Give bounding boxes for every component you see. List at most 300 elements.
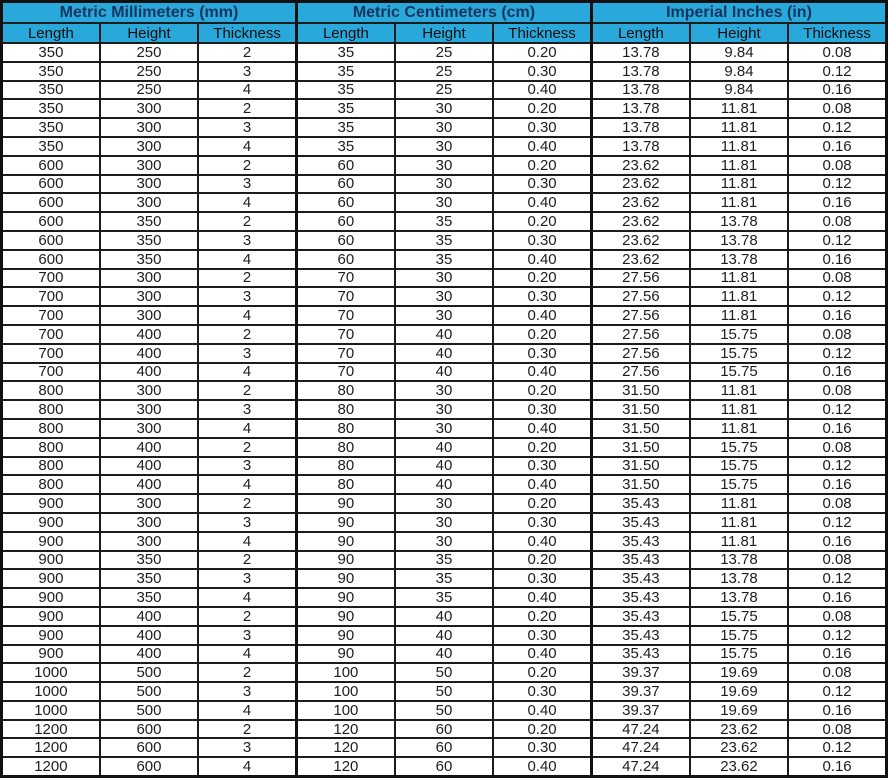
cell: 0.20: [493, 43, 591, 62]
cell: 30: [395, 419, 493, 438]
cell: 4: [198, 475, 296, 494]
cell: 13.78: [690, 588, 788, 607]
cell: 400: [100, 325, 198, 344]
cell: 800: [2, 419, 100, 438]
cell: 0.20: [493, 494, 591, 513]
cell: 0.20: [493, 663, 591, 682]
cell: 120: [296, 738, 394, 757]
col-header-in-thickness: Thickness: [788, 23, 886, 43]
cell: 60: [296, 175, 394, 194]
cell: 0.20: [493, 269, 591, 288]
cell: 3: [198, 62, 296, 81]
table-row: [2, 381, 887, 400]
cell: 30: [395, 156, 493, 175]
cell: 0.30: [493, 513, 591, 532]
cell: 100: [296, 682, 394, 701]
column-header-row: [2, 23, 887, 43]
cell: 11.81: [690, 532, 788, 551]
table-row: [2, 645, 887, 664]
cell: 0.20: [493, 99, 591, 118]
cell: 0.12: [788, 175, 886, 194]
cell: 11.81: [690, 494, 788, 513]
cell: 13.78: [591, 43, 689, 62]
cell: 0.40: [493, 588, 591, 607]
table-row: [2, 607, 887, 626]
cell: 600: [2, 250, 100, 269]
cell: 4: [198, 701, 296, 720]
cell: 80: [296, 457, 394, 476]
cell: 23.62: [690, 720, 788, 739]
cell: 350: [2, 62, 100, 81]
cell: 15.75: [690, 457, 788, 476]
cell: 3: [198, 118, 296, 137]
cell: 350: [100, 569, 198, 588]
cell: 80: [296, 438, 394, 457]
cell: 3: [198, 175, 296, 194]
cell: 0.08: [788, 43, 886, 62]
cell: 35: [395, 212, 493, 231]
cell: 0.08: [788, 99, 886, 118]
cell: 1200: [2, 720, 100, 739]
cell: 600: [100, 738, 198, 757]
cell: 23.62: [690, 738, 788, 757]
cell: 0.40: [493, 193, 591, 212]
cell: 23.62: [591, 231, 689, 250]
cell: 9.84: [690, 43, 788, 62]
cell: 35: [395, 569, 493, 588]
cell: 40: [395, 363, 493, 382]
cell: 900: [2, 494, 100, 513]
cell: 0.12: [788, 400, 886, 419]
cell: 80: [296, 419, 394, 438]
cell: 3: [198, 287, 296, 306]
cell: 27.56: [591, 287, 689, 306]
table-row: [2, 156, 887, 175]
cell: 900: [2, 569, 100, 588]
col-header-cm-height: Height: [395, 23, 493, 43]
cell: 0.30: [493, 175, 591, 194]
cell: 0.30: [493, 682, 591, 701]
cell: 0.08: [788, 607, 886, 626]
cell: 0.08: [788, 494, 886, 513]
cell: 0.16: [788, 532, 886, 551]
cell: 900: [2, 607, 100, 626]
cell: 11.81: [690, 287, 788, 306]
cell: 11.81: [690, 269, 788, 288]
cell: 15.75: [690, 344, 788, 363]
cell: 600: [100, 720, 198, 739]
cell: 30: [395, 287, 493, 306]
cell: 23.62: [591, 193, 689, 212]
table-row: [2, 419, 887, 438]
cell: 120: [296, 757, 394, 776]
cell: 30: [395, 381, 493, 400]
cell: 0.08: [788, 551, 886, 570]
cell: 15.75: [690, 325, 788, 344]
cell: 300: [100, 193, 198, 212]
col-header-mm-length: Length: [2, 23, 100, 43]
cell: 350: [2, 118, 100, 137]
cell: 15.75: [690, 645, 788, 664]
cell: 0.30: [493, 118, 591, 137]
cell: 60: [395, 757, 493, 776]
cell: 0.30: [493, 287, 591, 306]
table-row: [2, 43, 887, 62]
cell: 40: [395, 645, 493, 664]
cell: 900: [2, 532, 100, 551]
cell: 9.84: [690, 62, 788, 81]
cell: 31.50: [591, 381, 689, 400]
table-row: [2, 588, 887, 607]
table-row: [2, 438, 887, 457]
cell: 700: [2, 287, 100, 306]
cell: 350: [2, 99, 100, 118]
cell: 350: [2, 81, 100, 100]
cell: 0.16: [788, 645, 886, 664]
table-row: [2, 738, 887, 757]
cell: 3: [198, 231, 296, 250]
cell: 2: [198, 438, 296, 457]
cell: 0.30: [493, 344, 591, 363]
cell: 15.75: [690, 626, 788, 645]
cell: 600: [2, 175, 100, 194]
cell: 700: [2, 269, 100, 288]
cell: 31.50: [591, 475, 689, 494]
table-row: [2, 457, 887, 476]
cell: 0.30: [493, 62, 591, 81]
table-row: [2, 250, 887, 269]
cell: 120: [296, 720, 394, 739]
cell: 90: [296, 513, 394, 532]
col-header-mm-thickness: Thickness: [198, 23, 296, 43]
cell: 40: [395, 607, 493, 626]
cell: 3: [198, 344, 296, 363]
cell: 13.78: [690, 551, 788, 570]
cell: 4: [198, 193, 296, 212]
cell: 35: [296, 118, 394, 137]
cell: 900: [2, 626, 100, 645]
table-row: [2, 99, 887, 118]
cell: 27.56: [591, 269, 689, 288]
table-row: [2, 569, 887, 588]
cell: 0.30: [493, 231, 591, 250]
cell: 30: [395, 99, 493, 118]
cell: 90: [296, 569, 394, 588]
cell: 25: [395, 81, 493, 100]
cell: 2: [198, 494, 296, 513]
cell: 0.12: [788, 231, 886, 250]
cell: 0.12: [788, 457, 886, 476]
cell: 25: [395, 43, 493, 62]
cell: 30: [395, 269, 493, 288]
cell: 35.43: [591, 645, 689, 664]
cell: 0.16: [788, 363, 886, 382]
cell: 70: [296, 269, 394, 288]
cell: 35.43: [591, 551, 689, 570]
cell: 31.50: [591, 438, 689, 457]
cell: 600: [100, 757, 198, 776]
table-row: [2, 81, 887, 100]
cell: 35.43: [591, 607, 689, 626]
cell: 30: [395, 513, 493, 532]
cell: 0.20: [493, 438, 591, 457]
cell: 2: [198, 212, 296, 231]
cell: 500: [100, 682, 198, 701]
cell: 500: [100, 663, 198, 682]
cell: 0.08: [788, 269, 886, 288]
cell: 0.20: [493, 212, 591, 231]
cell: 50: [395, 682, 493, 701]
cell: 0.30: [493, 569, 591, 588]
cell: 0.08: [788, 438, 886, 457]
cell: 4: [198, 137, 296, 156]
cell: 350: [100, 551, 198, 570]
cell: 0.16: [788, 588, 886, 607]
cell: 0.08: [788, 381, 886, 400]
cell: 35: [296, 62, 394, 81]
cell: 60: [296, 156, 394, 175]
cell: 0.16: [788, 306, 886, 325]
cell: 15.75: [690, 475, 788, 494]
cell: 23.62: [591, 212, 689, 231]
table-row: [2, 62, 887, 81]
cell: 40: [395, 457, 493, 476]
cell: 1200: [2, 738, 100, 757]
cell: 23.62: [690, 757, 788, 776]
cell: 0.40: [493, 306, 591, 325]
cell: 40: [395, 626, 493, 645]
cell: 0.20: [493, 607, 591, 626]
cell: 23.62: [591, 250, 689, 269]
cell: 0.16: [788, 475, 886, 494]
cell: 0.08: [788, 325, 886, 344]
table-row: [2, 494, 887, 513]
cell: 0.30: [493, 626, 591, 645]
table-row: [2, 193, 887, 212]
cell: 800: [2, 457, 100, 476]
cell: 400: [100, 645, 198, 664]
cell: 4: [198, 588, 296, 607]
cell: 300: [100, 494, 198, 513]
cell: 80: [296, 400, 394, 419]
cell: 35: [296, 99, 394, 118]
cell: 27.56: [591, 306, 689, 325]
cell: 0.16: [788, 757, 886, 776]
cell: 90: [296, 532, 394, 551]
cell: 0.40: [493, 757, 591, 776]
cell: 300: [100, 175, 198, 194]
cell: 39.37: [591, 682, 689, 701]
cell: 0.12: [788, 118, 886, 137]
cell: 40: [395, 325, 493, 344]
table-row: [2, 400, 887, 419]
cell: 47.24: [591, 720, 689, 739]
cell: 0.16: [788, 419, 886, 438]
cell: 27.56: [591, 363, 689, 382]
cell: 2: [198, 663, 296, 682]
cell: 40: [395, 344, 493, 363]
table-row: [2, 363, 887, 382]
cell: 80: [296, 381, 394, 400]
cell: 300: [100, 269, 198, 288]
cell: 13.78: [690, 231, 788, 250]
cell: 0.30: [493, 400, 591, 419]
table-row: [2, 757, 887, 776]
cell: 50: [395, 663, 493, 682]
cell: 0.40: [493, 701, 591, 720]
table-row: [2, 269, 887, 288]
cell: 4: [198, 757, 296, 776]
cell: 100: [296, 701, 394, 720]
cell: 35.43: [591, 513, 689, 532]
cell: 30: [395, 137, 493, 156]
cell: 90: [296, 551, 394, 570]
cell: 250: [100, 43, 198, 62]
col-header-in-length: Length: [591, 23, 689, 43]
cell: 30: [395, 306, 493, 325]
cell: 300: [100, 513, 198, 532]
cell: 900: [2, 551, 100, 570]
cell: 1200: [2, 757, 100, 776]
cell: 11.81: [690, 513, 788, 532]
cell: 350: [100, 588, 198, 607]
cell: 4: [198, 363, 296, 382]
section-title-cm: Metric Centimeters (cm): [296, 2, 591, 24]
cell: 35.43: [591, 532, 689, 551]
cell: 60: [395, 720, 493, 739]
cell: 39.37: [591, 701, 689, 720]
cell: 13.78: [591, 118, 689, 137]
cell: 13.78: [591, 137, 689, 156]
cell: 9.84: [690, 81, 788, 100]
cell: 2: [198, 720, 296, 739]
cell: 15.75: [690, 363, 788, 382]
cell: 0.12: [788, 344, 886, 363]
cell: 0.08: [788, 156, 886, 175]
cell: 4: [198, 81, 296, 100]
cell: 600: [2, 212, 100, 231]
cell: 250: [100, 62, 198, 81]
cell: 30: [395, 400, 493, 419]
cell: 0.12: [788, 738, 886, 757]
cell: 2: [198, 607, 296, 626]
cell: 2: [198, 269, 296, 288]
table-row: [2, 663, 887, 682]
cell: 400: [100, 626, 198, 645]
cell: 30: [395, 193, 493, 212]
cell: 25: [395, 62, 493, 81]
cell: 0.16: [788, 250, 886, 269]
cell: 0.40: [493, 81, 591, 100]
cell: 0.40: [493, 363, 591, 382]
cell: 35: [395, 551, 493, 570]
cell: 0.40: [493, 645, 591, 664]
cell: 13.78: [690, 569, 788, 588]
cell: 23.62: [591, 175, 689, 194]
cell: 30: [395, 175, 493, 194]
cell: 90: [296, 494, 394, 513]
cell: 350: [100, 250, 198, 269]
cell: 1000: [2, 682, 100, 701]
col-header-mm-height: Height: [100, 23, 198, 43]
cell: 0.20: [493, 720, 591, 739]
cell: 800: [2, 381, 100, 400]
cell: 0.40: [493, 137, 591, 156]
cell: 800: [2, 475, 100, 494]
cell: 0.16: [788, 81, 886, 100]
cell: 80: [296, 475, 394, 494]
cell: 0.30: [493, 738, 591, 757]
cell: 11.81: [690, 118, 788, 137]
cell: 0.40: [493, 250, 591, 269]
cell: 90: [296, 607, 394, 626]
cell: 60: [395, 738, 493, 757]
cell: 300: [100, 381, 198, 400]
section-title-row: [2, 2, 887, 24]
cell: 13.78: [690, 212, 788, 231]
cell: 0.40: [493, 419, 591, 438]
cell: 15.75: [690, 607, 788, 626]
cell: 3: [198, 569, 296, 588]
cell: 90: [296, 588, 394, 607]
cell: 3: [198, 400, 296, 419]
cell: 0.40: [493, 475, 591, 494]
cell: 35.43: [591, 626, 689, 645]
cell: 11.81: [690, 156, 788, 175]
cell: 31.50: [591, 457, 689, 476]
cell: 800: [2, 400, 100, 419]
cell: 1000: [2, 663, 100, 682]
cell: 350: [100, 212, 198, 231]
cell: 35: [395, 588, 493, 607]
table-row: [2, 344, 887, 363]
section-title-mm: Metric Millimeters (mm): [2, 2, 297, 24]
cell: 250: [100, 81, 198, 100]
cell: 35: [395, 231, 493, 250]
cell: 300: [100, 156, 198, 175]
cell: 4: [198, 645, 296, 664]
cell: 35: [296, 43, 394, 62]
cell: 70: [296, 344, 394, 363]
cell: 35.43: [591, 494, 689, 513]
cell: 0.12: [788, 569, 886, 588]
cell: 27.56: [591, 344, 689, 363]
table-row: [2, 720, 887, 739]
cell: 0.16: [788, 193, 886, 212]
cell: 900: [2, 513, 100, 532]
cell: 350: [2, 137, 100, 156]
cell: 19.69: [690, 682, 788, 701]
table-row: [2, 287, 887, 306]
table-row: [2, 306, 887, 325]
cell: 30: [395, 494, 493, 513]
cell: 47.24: [591, 757, 689, 776]
cell: 700: [2, 344, 100, 363]
cell: 11.81: [690, 381, 788, 400]
cell: 600: [2, 193, 100, 212]
cell: 3: [198, 682, 296, 701]
cell: 13.78: [591, 62, 689, 81]
cell: 0.08: [788, 663, 886, 682]
cell: 400: [100, 363, 198, 382]
cell: 15.75: [690, 438, 788, 457]
table-row: [2, 701, 887, 720]
cell: 3: [198, 513, 296, 532]
cell: 13.78: [690, 250, 788, 269]
cell: 70: [296, 363, 394, 382]
cell: 50: [395, 701, 493, 720]
cell: 0.12: [788, 62, 886, 81]
